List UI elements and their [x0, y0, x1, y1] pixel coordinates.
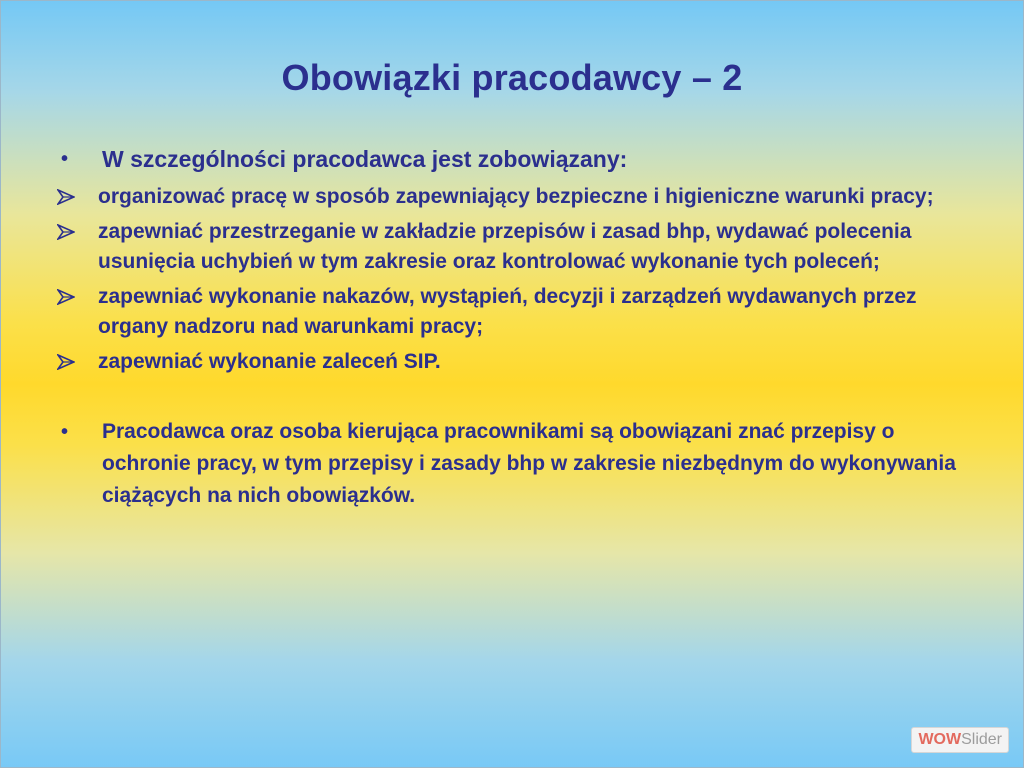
closing-text: Pracodawca oraz osoba kierująca pracownikami są obowiązani znać przepisy o ochronie pracy, w tym przepisy i zasady bhp w zakresie niezbędnym do wykonywania ciążących na nich obowiązków. — [102, 420, 956, 507]
bullet-marker: • — [61, 421, 69, 443]
duty-item — [57, 282, 957, 342]
duty-text: zapewniać wykonanie nakazów, wystąpień, decyzji i zarządzeń wydawanych przez organy nadzoru nad warunkami pracy; — [98, 285, 917, 338]
watermark-part-slider: Slider — [961, 731, 1002, 748]
arrow-bullet-icon — [57, 347, 98, 377]
bullet-marker: • — [61, 148, 69, 170]
duty-text: zapewniać przestrzeganie w zakładzie przepisów i zasad bhp, wydawać polecenia usunięcia uchybień w tym zakresie oraz kontrolować wykonanie tych poleceń; — [98, 220, 912, 273]
duty-item — [57, 217, 957, 277]
duty-item — [57, 347, 957, 377]
slide-title: Obowiązki pracodawcy – 2 — [281, 57, 743, 98]
lead-text: W szczególności pracodawca jest zobowiązany: — [102, 146, 628, 172]
lead-bullet — [57, 144, 957, 174]
arrow-bullet-icon — [57, 182, 98, 212]
spacer — [57, 382, 957, 416]
arrow-bullet-icon — [57, 282, 98, 312]
watermark-part-wow: WOW — [918, 731, 962, 748]
arrow-bullet-icon — [57, 217, 98, 247]
wowslider-watermark[interactable] — [911, 727, 1009, 753]
slide-content — [57, 144, 957, 512]
duty-text: organizować pracę w sposób zapewniający bezpieczne i higieniczne warunki pracy; — [98, 185, 934, 208]
duty-item — [57, 182, 957, 212]
duty-text: zapewniać wykonanie zaleceń SIP. — [98, 350, 441, 373]
closing-bullet — [57, 416, 957, 512]
